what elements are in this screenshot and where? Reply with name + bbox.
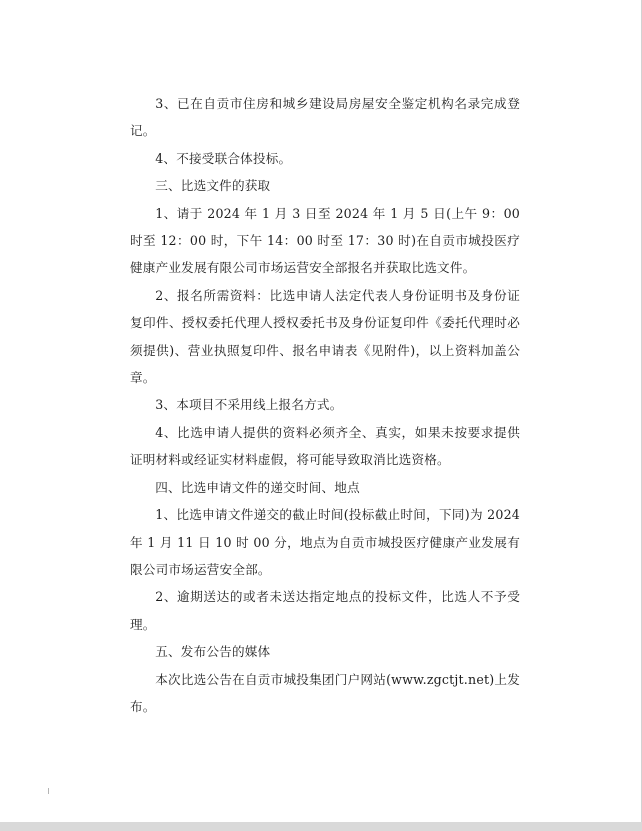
paragraph-obtain-2: 2、报名所需资料：比选申请人法定代表人身份证明书及身份证复印件、授权委托代理人授权委托书及身份证复印件《委托代理时必须提供)、营业执照复印件、报名申请表《见附件)，以上资料加盖公章。 (130, 287, 520, 386)
paragraph-obtain-4: 4、比选申请人提供的资料必须齐全、真实，如果未按要求提供证明材料或经证实材料虚假，将可能导致取消比选资格。 (130, 424, 520, 468)
paragraph-media: 本次比选公告在自贡市城投集团门户网站(www.zgctjt.net)上发布。 (130, 671, 520, 714)
paragraph-qualification-3: 3、已在自贡市住房和城乡建设局房屋安全鉴定机构名录完成登记。 (130, 96, 520, 139)
section-heading-5: 五、发布公告的媒体 (155, 644, 271, 660)
paragraph-submit-1: 1、比选申请文件递交的截止时间(投标截止时间，下同)为 2024 年 1 月 11 日 10 时 00 分，地点为自贡市城投医疗健康产业发展有限公司市场运营安全部。 (130, 507, 520, 577)
section-heading-3: 三、比选文件的获取 (155, 178, 271, 194)
paragraph-obtain-3: 3、本项目不采用线上报名方式。 (155, 397, 343, 413)
paragraph-submit-2: 2、逾期送达的或者未送达指定地点的投标文件，比选人不予受理。 (130, 589, 520, 632)
section-heading-4: 四、比选申请文件的递交时间、地点 (155, 479, 360, 495)
paragraph-qualification-4: 4、不接受联合体投标。 (155, 150, 292, 166)
document-body (130, 90, 520, 720)
scan-artifact-mark (48, 788, 49, 794)
paragraph-obtain-1: 1、请于 2024 年 1 月 3 日至 2024 年 1 月 5 日(上午 9：00 时至 12：00 时，下午 14：00 时至 17：30 时)在自贡市城投医疗健康产业发展有限公司市场运营安全部报名并获取比选文件。 (130, 205, 520, 276)
viewer-bottom-edge (0, 822, 642, 831)
